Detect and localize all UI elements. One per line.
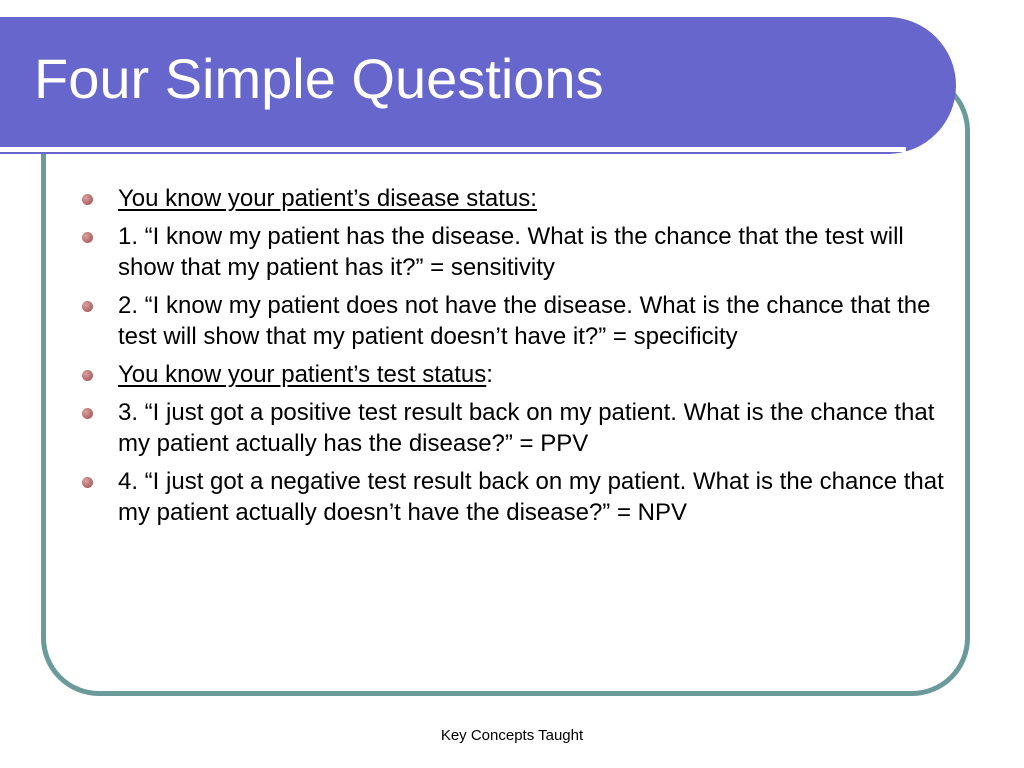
bullet-disease-status-heading (80, 183, 955, 214)
bullet-dot-icon (82, 477, 93, 488)
slide-footer: Key Concepts Taught (440, 727, 584, 744)
bullet-dot-icon (82, 370, 93, 381)
slide-title: Four Simple Questions (34, 47, 604, 110)
bullet-text: 2. “I know my patient does not have the disease. What is the chance that the test will show that my patient doesn’t have it?” = specificity (118, 292, 931, 350)
bullet-ppv (80, 397, 955, 459)
title-underline (0, 147, 906, 152)
bullet-dot-icon (82, 301, 93, 312)
bullet-list (80, 183, 955, 535)
bullet-underlined-text: You know your patient’s test status (118, 361, 487, 388)
bullet-test-status-heading (80, 359, 955, 390)
bullet-dot-icon (82, 408, 93, 419)
bullet-sensitivity (80, 221, 955, 283)
bullet-text: : (486, 361, 493, 388)
bullet-dot-icon (82, 194, 93, 205)
bullet-text: 4. “I just got a negative test result back on my patient. What is the chance that my patient actually doesn’t have the disease?” = NPV (118, 468, 944, 526)
bullet-npv (80, 466, 955, 528)
bullet-text: 1. “I know my patient has the disease. What is the chance that the test will show that my patient has it?” = sensitivity (118, 223, 904, 281)
bullet-text: 3. “I just got a positive test result back on my patient. What is the chance that my patient actually has the disease?” = PPV (118, 399, 935, 457)
bullet-underlined-text: You know your patient’s disease status: (118, 185, 537, 212)
bullet-dot-icon (82, 232, 93, 243)
bullet-specificity (80, 290, 955, 352)
